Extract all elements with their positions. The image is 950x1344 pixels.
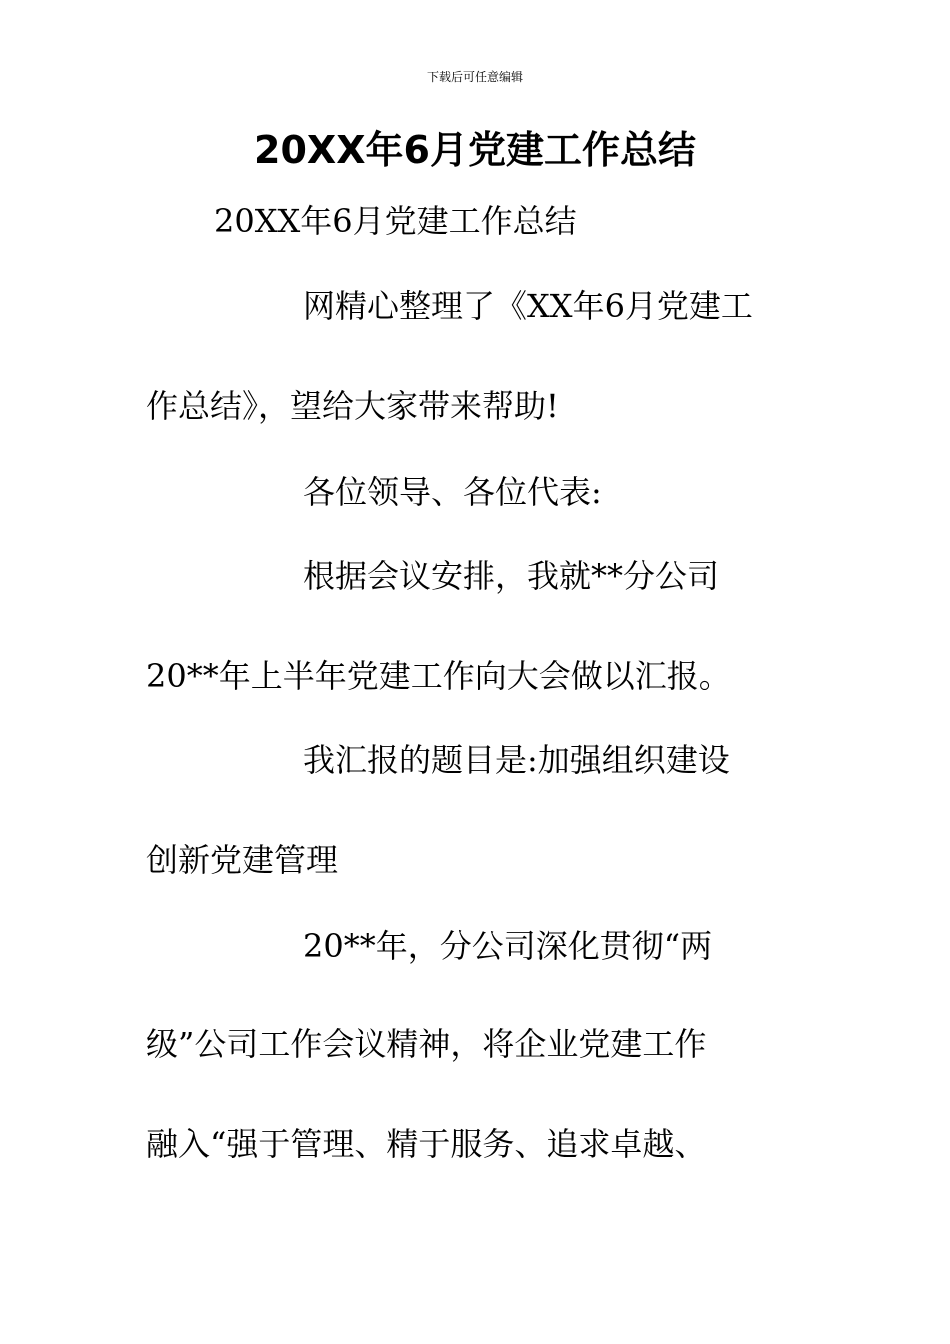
paragraph-line: 融入“强于管理、精于服务、追求卓越、 — [146, 1125, 707, 1163]
header-note: 下载后可任意编辑 — [426, 70, 523, 84]
paragraph-line: 创新党建管理 — [146, 841, 339, 879]
paragraph-line: 网精心整理了《XX年6月党建工 — [303, 287, 753, 325]
paragraph-line: 级”公司工作会议精神，将企业党建工作 — [146, 1025, 707, 1063]
paragraph-line: 我汇报的题目是:加强组织建设 — [303, 741, 730, 779]
document-title: 20XX年6月党建工作总结 — [254, 128, 696, 172]
paragraph-line: 根据会议安排，我就**分公司 — [303, 557, 720, 595]
paragraph-line: 20**年，分公司深化贯彻“两 — [303, 927, 713, 965]
paragraph-line: 20**年上半年党建工作向大会做以汇报。 — [146, 657, 731, 695]
greeting-line: 各位领导、各位代表: — [303, 473, 602, 511]
subtitle-line: 20XX年6月党建工作总结 — [214, 202, 577, 240]
paragraph-line: 作总结》，望给大家带来帮助! — [146, 387, 559, 425]
